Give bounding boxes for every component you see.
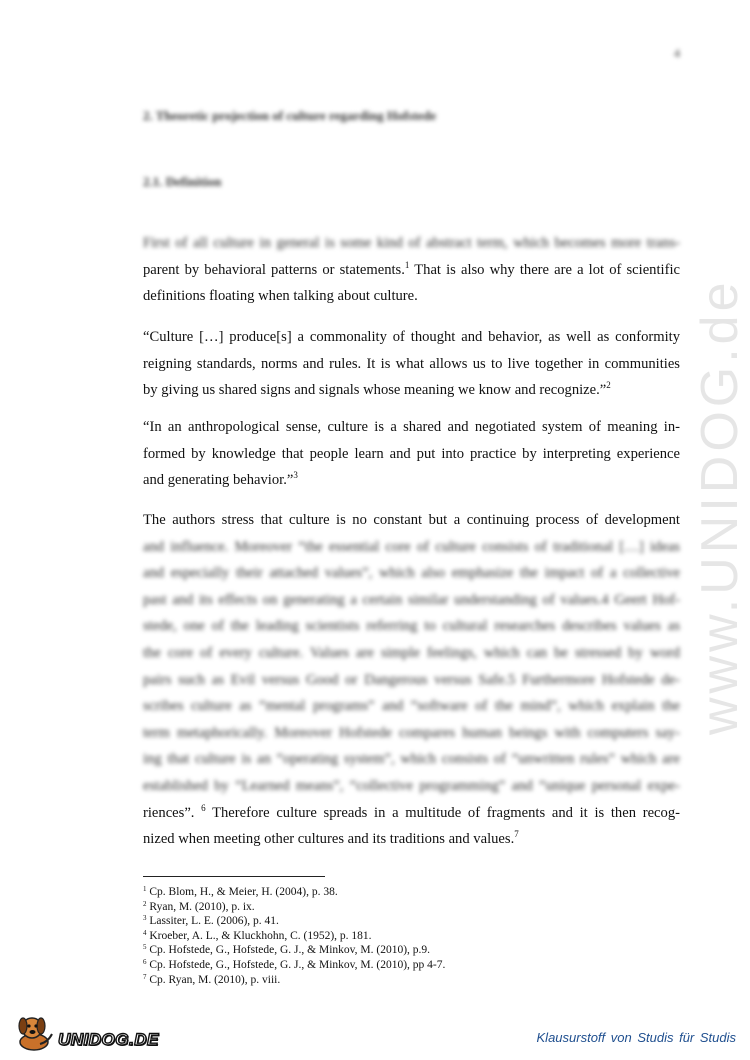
footnote-item [143, 943, 445, 958]
subsection-heading: 2.1. Definition [143, 174, 222, 189]
footnote-number: 5 [143, 943, 147, 952]
paragraph-line-blurred: established by “Learned means”, “collective programming” and “unique personal expe- [143, 777, 680, 794]
text-span: nized when meeting other cultures and its traditions and values. [143, 831, 515, 848]
footnote-number: 3 [143, 914, 147, 923]
quote-paragraph-1 [143, 324, 680, 404]
paragraph-line-blurred: the core of every culture. Values are simple feelings, which can be stressed by word [143, 644, 680, 661]
paragraph-line-blurred: and influence. Moreover “the essential core of culture consists of traditional […] ideas [143, 538, 680, 555]
footnote-ref: 3 [293, 470, 298, 481]
page-number: 4 [674, 46, 680, 60]
footnote-list [143, 885, 445, 987]
paragraph-line [143, 800, 680, 827]
footnote-ref: 2 [606, 380, 611, 391]
footnote-item [143, 929, 445, 944]
footnote-text: Kroeber, A. L., & Kluckhohn, C. (1952), p. 181. [146, 929, 372, 942]
paragraph-line [143, 467, 680, 494]
footer-slogan: Klausurstoff von Studis für Studis [536, 1030, 736, 1045]
paragraph-line [143, 826, 680, 853]
paragraph-line-blurred: term metaphorically. Moreover Hofstede compares human beings with computers say- [143, 724, 680, 741]
footnote-number: 6 [143, 957, 147, 966]
footnote-text: Cp. Hofstede, G., Hofstede, G. J., & Minkov, M. (2010), p.9. [146, 944, 431, 957]
footnote-ref: 6 [201, 802, 206, 813]
text-span: riences”. [143, 804, 202, 821]
footnote-divider [143, 876, 325, 877]
footnote-number: 4 [143, 928, 147, 937]
brand-logo[interactable] [10, 1012, 160, 1052]
footnote-ref: 7 [514, 829, 519, 840]
footnote-text: Cp. Ryan, M. (2010), p. viii. [146, 973, 281, 986]
paragraph-line-blurred: scribes culture as “mental programs” and “software of the mind”, which explain the [143, 698, 680, 715]
paragraph-line: “Culture […] produce[s] a commonality of thought and behavior, as well as conformity [143, 329, 680, 345]
paragraph-line: “In an anthropological sense, culture is a shared and negotiated system of meaning in- [143, 419, 680, 435]
text-span: parent by behavioral patterns or statements. [143, 261, 405, 278]
paragraph-line-blurred: stede, one of the leading scientists referring to cultural researches describes values as [143, 618, 680, 635]
paragraph-line [143, 257, 680, 284]
footnote-number: 1 [143, 885, 147, 893]
text-span: and generating behavior.” [143, 472, 294, 489]
section-heading: 2. Theoretic projection of culture regarding Hofstede [143, 108, 437, 123]
footnote-item [143, 973, 445, 988]
quote-paragraph-2 [143, 414, 680, 494]
paragraph-line: First of all culture in general is some kind of abstract term, which becomes more trans- [143, 235, 680, 251]
text-span: That is also why there are a lot of scientific [409, 261, 680, 278]
paragraph-line: reigning standards, norms and rules. It is what allows us to live together in communities [143, 355, 680, 372]
footnote-item [143, 914, 445, 929]
footnote-text: Lassiter, L. E. (2006), p. 41. [146, 915, 279, 928]
footnote-item [143, 958, 445, 973]
footnote-text: Cp. Hofstede, G., Hofstede, G. J., & Minkov, M. (2010), pp 4-7. [146, 958, 446, 971]
brand-logo-text: UNIDOG.DE [58, 1030, 159, 1049]
text-span: Therefore culture spreads in a multitude of fragments and it is then recog- [205, 804, 680, 821]
paragraph-line: formed by knowledge that people learn and put into practice by interpreting experience [143, 445, 680, 462]
footnote-ref: 1 [404, 259, 410, 270]
footnote-text: Cp. Blom, H., & Meier, H. (2004), p. 38. [146, 886, 338, 898]
paragraph-line-blurred: past and its effects on generating a certain similar understanding of values.4 Geert Hof- [143, 591, 680, 608]
paragraph-line-blurred: pairs such as Evil versus Good or Dangerous versus Safe.5 Furthermore Hofstede de- [143, 671, 680, 688]
footnote-item [143, 885, 445, 900]
paragraph-line-blurred: and especially their attached values”, which also emphasize the impact of a collective [143, 565, 680, 582]
footnote-text: Ryan, M. (2010), p. ix. [146, 900, 255, 913]
footnote-item [143, 900, 445, 915]
paragraph-line [143, 377, 680, 404]
paragraph-line: The authors stress that culture is no constant but a continuing process of development [143, 512, 680, 528]
paragraph-line: definitions floating when talking about culture. [143, 288, 418, 305]
footnote-number: 7 [143, 972, 147, 981]
footnote-number: 2 [143, 899, 147, 908]
dog-mascot-icon [10, 1012, 58, 1052]
text-span: by giving us shared signs and signals whose meaning we know and recognize.” [143, 382, 607, 399]
paragraph-authors [143, 507, 680, 853]
paragraph-line-blurred: ing that culture is an “operating system”, which consists of “unwritten rules” which are [143, 751, 680, 768]
watermark-text: www.UNIDOG.de [691, 278, 749, 735]
paragraph-intro [143, 230, 680, 310]
